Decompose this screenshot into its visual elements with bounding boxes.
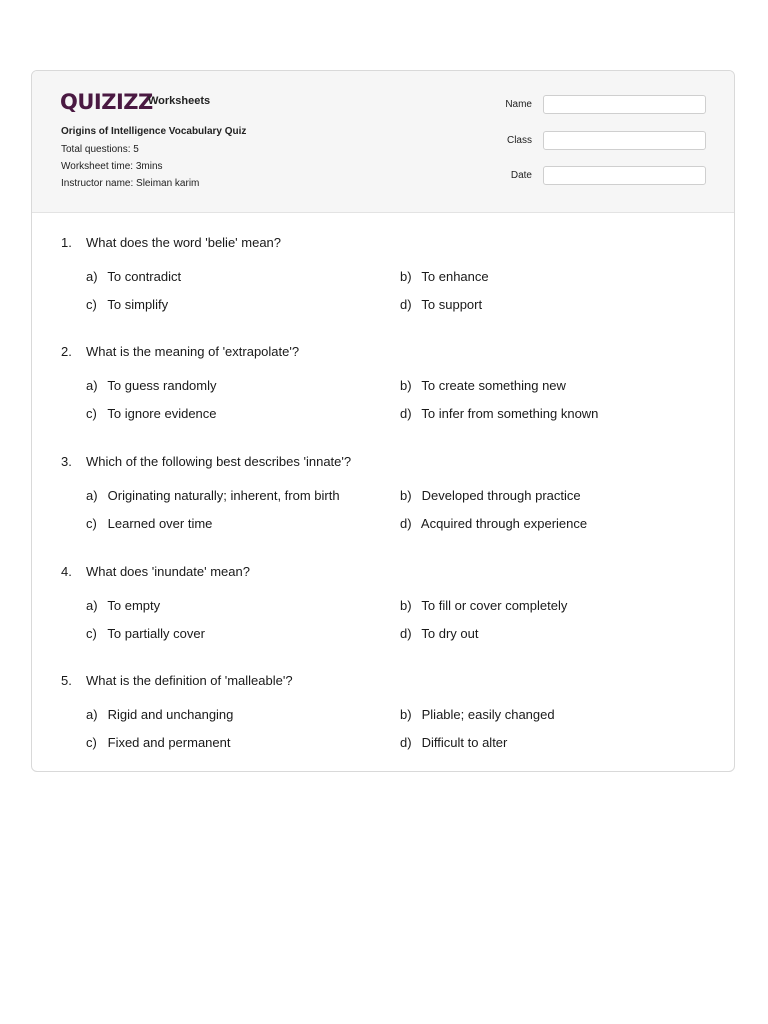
question-text: What does 'inundate' mean?	[86, 564, 250, 579]
option-letter: a)	[86, 269, 98, 284]
option-text: Fixed and permanent	[107, 735, 231, 750]
name-field[interactable]	[543, 95, 706, 114]
option-text: To dry out	[421, 626, 479, 641]
option-text: Rigid and unchanging	[107, 707, 234, 722]
option-text: To enhance	[421, 269, 489, 284]
date-label: Date	[510, 170, 532, 181]
option-letter: d)	[400, 516, 412, 531]
option-b[interactable]	[400, 598, 567, 613]
option-b[interactable]	[400, 707, 555, 722]
worksheet-header	[32, 71, 734, 213]
question-text: What is the meaning of 'extrapolate'?	[86, 344, 300, 359]
option-letter: a)	[86, 378, 98, 393]
option-d[interactable]	[400, 626, 478, 641]
option-letter: d)	[400, 406, 412, 421]
option-text: To contradict	[107, 269, 182, 284]
option-text: To create something new	[421, 378, 566, 393]
quizizz-logo[interactable]: QUIZIZZ	[60, 90, 153, 114]
option-letter: d)	[400, 297, 412, 312]
option-letter: c)	[86, 516, 97, 531]
option-text: To ignore evidence	[107, 406, 217, 421]
option-text: To empty	[107, 598, 161, 613]
quiz-title: Origins of Intelligence Vocabulary Quiz	[61, 126, 247, 137]
question-text: What does the word 'belie' mean?	[86, 235, 282, 250]
option-a[interactable]	[86, 488, 340, 503]
name-label: Name	[505, 99, 532, 110]
option-letter: c)	[86, 626, 97, 641]
option-b[interactable]	[400, 378, 566, 393]
question-4	[32, 564, 734, 664]
option-letter: d)	[400, 735, 412, 750]
option-text: To support	[421, 297, 483, 312]
option-text: Learned over time	[107, 516, 213, 531]
option-a[interactable]	[86, 598, 160, 613]
question-5	[32, 673, 734, 772]
option-c[interactable]	[86, 516, 212, 531]
question-2	[32, 344, 734, 444]
option-text: To simplify	[107, 297, 169, 312]
option-letter: c)	[86, 735, 97, 750]
option-text: To fill or cover completely	[421, 598, 568, 613]
question-text: What is the definition of 'malleable'?	[86, 673, 293, 688]
option-letter: a)	[86, 488, 98, 503]
option-text: To partially cover	[107, 626, 205, 641]
question-number: 1.	[61, 235, 72, 250]
question-number: 4.	[61, 564, 72, 579]
question-number: 5.	[61, 673, 72, 688]
option-text: Difficult to alter	[421, 735, 508, 750]
option-text: Developed through practice	[421, 488, 581, 503]
option-letter: c)	[86, 297, 97, 312]
option-letter: a)	[86, 707, 98, 722]
option-letter: b)	[400, 269, 412, 284]
option-letter: b)	[400, 378, 412, 393]
option-c[interactable]	[86, 626, 205, 641]
option-letter: c)	[86, 406, 97, 421]
option-c[interactable]	[86, 297, 168, 312]
option-a[interactable]	[86, 707, 233, 722]
question-number: 2.	[61, 344, 72, 359]
option-b[interactable]	[400, 269, 489, 284]
option-a[interactable]	[86, 378, 217, 393]
option-letter: b)	[400, 488, 412, 503]
option-d[interactable]	[400, 516, 587, 531]
worksheet-time: Worksheet time: 3mins	[61, 161, 163, 172]
option-letter: b)	[400, 598, 412, 613]
option-d[interactable]	[400, 735, 507, 750]
question-3	[32, 454, 734, 554]
question-1	[32, 235, 734, 335]
option-b[interactable]	[400, 488, 581, 503]
worksheet	[31, 70, 735, 772]
option-letter: a)	[86, 598, 98, 613]
class-label: Class	[506, 135, 532, 146]
option-c[interactable]	[86, 406, 217, 421]
option-text: To guess randomly	[107, 378, 217, 393]
option-letter: b)	[400, 707, 412, 722]
option-text: Pliable; easily changed	[421, 707, 555, 722]
option-letter: d)	[400, 626, 412, 641]
option-d[interactable]	[400, 406, 598, 421]
option-a[interactable]	[86, 269, 181, 284]
option-text: To infer from something known	[421, 406, 599, 421]
total-questions: Total questions: 5	[61, 144, 139, 155]
date-field[interactable]	[543, 166, 706, 185]
worksheets-label: Worksheets	[148, 95, 211, 107]
option-text: Originating naturally; inherent, from birth	[107, 488, 340, 503]
instructor-name: Instructor name: Sleiman karim	[61, 178, 200, 189]
class-field[interactable]	[543, 131, 706, 150]
option-d[interactable]	[400, 297, 482, 312]
option-c[interactable]	[86, 735, 230, 750]
question-text: Which of the following best describes 'innate'?	[86, 454, 352, 469]
option-text: Acquired through experience	[420, 516, 588, 531]
question-number: 3.	[61, 454, 72, 469]
